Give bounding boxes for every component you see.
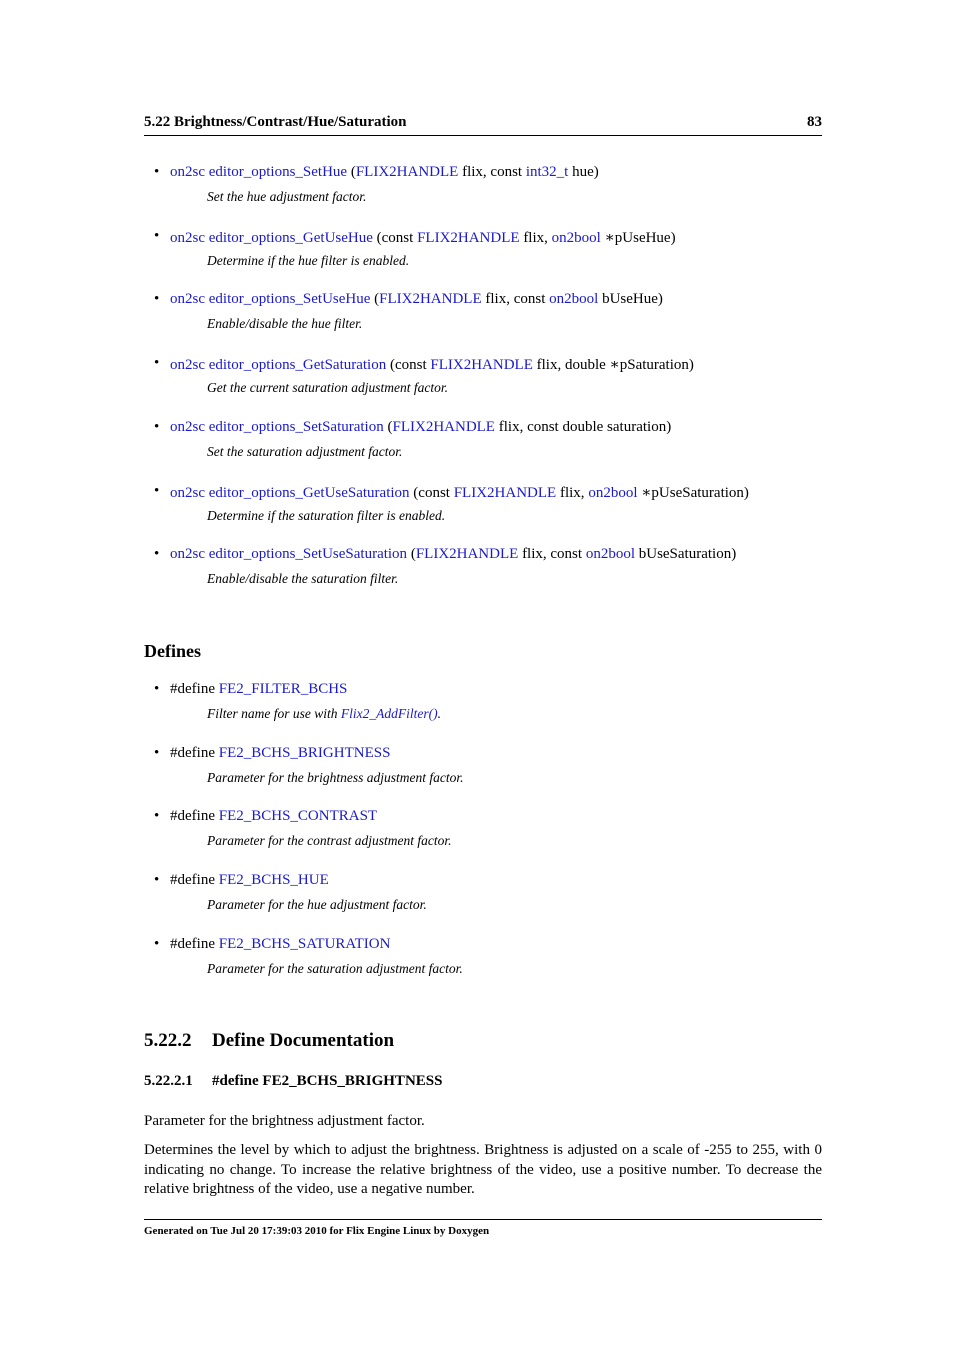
define-keyword: #define bbox=[170, 744, 219, 761]
return-type-link[interactable]: on2sc editor_options_GetUseHue bbox=[170, 229, 373, 246]
type-link[interactable]: FLIX2HANDLE bbox=[415, 546, 519, 563]
function-signature bbox=[170, 164, 599, 181]
signature-text: ( bbox=[370, 291, 380, 308]
header-section-title: 5.22 Brightness/Contrast/Hue/Saturation bbox=[144, 114, 407, 130]
description-text: Filter name for use with bbox=[207, 706, 341, 721]
type-link[interactable]: FLIX2HANDLE bbox=[430, 357, 533, 374]
define-description bbox=[207, 833, 451, 849]
description-text: . bbox=[437, 706, 441, 721]
signature-text: bUseHue) bbox=[598, 291, 663, 308]
function-description: Enable/disable the hue filter. bbox=[207, 316, 363, 332]
section-title: Define Documentation bbox=[212, 1030, 395, 1051]
define-name-link[interactable]: FE2_BCHS_CONTRAST bbox=[218, 808, 378, 825]
type-link[interactable]: FLIX2HANDLE bbox=[417, 229, 520, 246]
define-keyword: #define bbox=[170, 681, 219, 697]
signature-text: (const bbox=[409, 484, 454, 501]
return-type-link[interactable]: on2sc editor_options_GetSaturation bbox=[170, 357, 387, 374]
signature-text: flix, double ∗pSaturation) bbox=[532, 357, 694, 374]
page-footer: Generated on Tue Jul 20 17:39:03 2010 for Flix Engine Linux by Doxygen bbox=[144, 1219, 822, 1237]
signature-text: ( bbox=[407, 546, 416, 563]
function-description: Determine if the saturation filter is enabled. bbox=[207, 507, 446, 523]
function-signature bbox=[170, 546, 736, 563]
signature-text: (const bbox=[386, 357, 431, 374]
define-signature bbox=[170, 936, 390, 953]
type-link[interactable]: on2bool bbox=[588, 484, 638, 501]
function-signature bbox=[170, 228, 676, 247]
function-signature bbox=[170, 419, 671, 436]
type-link[interactable]: on2bool bbox=[551, 229, 601, 246]
type-link[interactable]: FLIX2HANDLE bbox=[392, 418, 495, 435]
type-link[interactable]: on2bool bbox=[549, 291, 599, 308]
signature-text: (const bbox=[372, 229, 418, 246]
type-link[interactable]: on2bool bbox=[585, 546, 635, 563]
define-name-link[interactable]: FE2_BCHS_HUE bbox=[218, 872, 329, 889]
type-link[interactable]: FLIX2HANDLE bbox=[355, 164, 459, 180]
return-type-link[interactable]: on2sc editor_options_SetHue bbox=[170, 164, 348, 180]
signature-text: flix, bbox=[519, 229, 552, 246]
define-keyword: #define bbox=[170, 872, 219, 889]
signature-text: ( bbox=[347, 164, 356, 180]
define-name-link[interactable]: FE2_BCHS_BRIGHTNESS bbox=[218, 744, 391, 761]
define-name-link[interactable]: FE2_BCHS_SATURATION bbox=[218, 935, 391, 952]
return-type-link[interactable]: on2sc editor_options_SetSaturation bbox=[170, 418, 384, 435]
defines-heading: Defines bbox=[144, 641, 201, 661]
subsection-title: #define FE2_BCHS_BRIGHTNESS bbox=[212, 1073, 443, 1089]
return-type-link[interactable]: on2sc editor_options_SetUseSaturation bbox=[170, 546, 408, 563]
signature-text: flix, const bbox=[458, 164, 526, 180]
section-number: 5.22.2 bbox=[144, 1030, 192, 1051]
define-description bbox=[207, 961, 463, 977]
function-description: Determine if the hue filter is enabled. bbox=[207, 252, 410, 268]
description-link[interactable]: Flix2_AddFilter() bbox=[340, 706, 438, 721]
subsection-number: 5.22.2.1 bbox=[144, 1073, 193, 1089]
function-signature bbox=[170, 355, 694, 374]
page-header bbox=[144, 113, 822, 136]
define-description bbox=[207, 897, 427, 913]
define-name-link[interactable]: FE2_FILTER_BCHS bbox=[218, 681, 348, 697]
signature-text: ∗pUseSaturation) bbox=[637, 484, 749, 501]
define-signature bbox=[170, 681, 347, 698]
define-signature bbox=[170, 745, 390, 762]
type-link[interactable]: FLIX2HANDLE bbox=[379, 291, 482, 308]
section-heading bbox=[144, 1030, 394, 1052]
paragraph-summary: Parameter for the brightness adjustment factor. bbox=[144, 1113, 425, 1129]
signature-text: flix, const bbox=[518, 546, 586, 563]
signature-text: ∗pUseHue) bbox=[600, 229, 676, 246]
description-text: Parameter for the contrast adjustment factor. bbox=[207, 833, 452, 849]
description-text: Parameter for the saturation adjustment factor. bbox=[207, 960, 463, 976]
description-text: Parameter for the brightness adjustment factor. bbox=[207, 769, 464, 785]
define-description bbox=[207, 706, 441, 722]
function-signature bbox=[170, 483, 749, 502]
signature-text: bUseSaturation) bbox=[634, 546, 737, 563]
type-link[interactable]: FLIX2HANDLE bbox=[453, 484, 557, 501]
signature-text: flix, bbox=[556, 484, 589, 501]
function-signature bbox=[170, 291, 663, 308]
define-keyword: #define bbox=[170, 935, 219, 952]
function-description: Set the hue adjustment factor. bbox=[207, 189, 367, 204]
type-link[interactable]: int32_t bbox=[525, 164, 569, 180]
description-text: Parameter for the hue adjustment factor. bbox=[207, 897, 427, 913]
return-type-link[interactable]: on2sc editor_options_SetUseHue bbox=[170, 291, 371, 308]
function-description: Set the saturation adjustment factor. bbox=[207, 443, 403, 459]
signature-text: flix, const bbox=[481, 291, 550, 308]
function-description: Enable/disable the saturation filter. bbox=[207, 571, 399, 587]
signature-text: flix, const double saturation) bbox=[494, 418, 672, 435]
define-signature bbox=[170, 872, 329, 889]
header-page-number: 83 bbox=[807, 114, 822, 130]
return-type-link[interactable]: on2sc editor_options_GetUseSaturation bbox=[170, 484, 410, 501]
subsection-heading bbox=[144, 1073, 442, 1090]
signature-text: hue) bbox=[568, 164, 599, 180]
signature-text: ( bbox=[383, 418, 393, 435]
define-description bbox=[207, 770, 464, 786]
define-keyword: #define bbox=[170, 808, 219, 825]
function-description: Get the current saturation adjustment factor. bbox=[207, 380, 448, 396]
paragraph-details: Determines the level by which to adjust the brightness. Brightness is adjusted on a scale of -255 to 255, with 0 indicating no change. To increase the relative brightness of the video, use a positive number. To decrease the relative brightness of the video, use a negative number. bbox=[144, 1142, 822, 1197]
define-signature bbox=[170, 808, 377, 825]
